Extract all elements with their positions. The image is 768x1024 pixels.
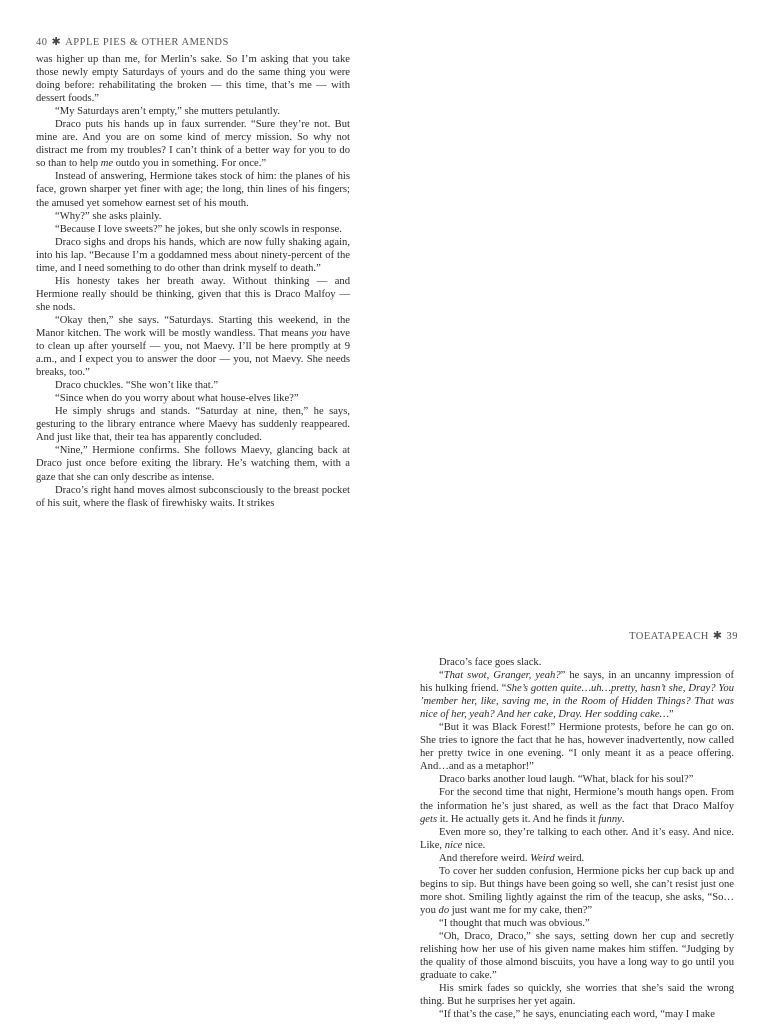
left-page-number: 40 xyxy=(36,37,48,48)
text-run: “Since when do you worry about what house-elves like?” xyxy=(55,393,299,405)
paragraph xyxy=(36,444,350,483)
text-run: “Why?” she asks plainly. xyxy=(55,210,162,222)
right-page-number: 39 xyxy=(726,631,738,642)
paragraph xyxy=(36,236,350,275)
italic-run: Weird xyxy=(530,852,555,864)
right-page-text xyxy=(420,656,734,1021)
paragraph xyxy=(420,656,734,669)
right-author-name: TOEATAPEACH xyxy=(629,631,709,642)
paragraph xyxy=(36,379,350,392)
text-run: nice. xyxy=(462,839,486,851)
paragraph xyxy=(420,982,734,1008)
text-run: Draco puts his hands up in faux surrender. “Sure they’re not. But mine are. And you are on some kind of mercy mission. So why not distract me from my troubles? I can’t think of a better way for you to do so than to help xyxy=(36,119,350,170)
asterisk-ornament-icon: ✱ xyxy=(51,35,62,48)
text-run: Draco’s right hand moves almost subconsciously to the breast pocket of his suit, where the flask of firewhisky waits. It strikes xyxy=(36,484,350,509)
text-run: And therefore weird. xyxy=(439,852,531,864)
paragraph xyxy=(420,865,734,917)
text-run: have to clean up after yourself — you, not Maevy. I’ll be here promptly at 9 a.m., and I expect you to answer the door — you, not Maevy. She needs breaks, too.” xyxy=(36,327,350,379)
paragraph xyxy=(420,721,734,773)
paragraph xyxy=(420,852,734,865)
text-run: “Nine,” Hermione confirms. She follows Maevy, glancing back at Draco just once before exiting the library. He’s watching them, with a gaze that she can only describe as intense. xyxy=(36,445,350,483)
paragraph xyxy=(36,118,350,170)
text-run: ” he says, in an uncanny impression of his hulking friend. “ xyxy=(420,670,735,695)
italic-run: do xyxy=(438,904,450,916)
text-run: weird. xyxy=(554,852,585,864)
text-run: “My Saturdays aren’t empty,” she mutters petulantly. xyxy=(55,106,280,118)
text-run: “Because I love sweets?” he jokes, but she only scowls in response. xyxy=(55,223,342,235)
paragraph xyxy=(36,105,350,118)
paragraph xyxy=(420,669,734,721)
left-book-title: APPLE PIES & OTHER AMENDS xyxy=(65,37,229,48)
text-run: “ xyxy=(439,670,444,682)
text-run: Draco’s face goes slack. xyxy=(439,657,542,668)
text-run: To cover her sudden confusion, Hermione picks her cup back up and begins to sip. But things have been going so well, she can’t resist just one more shot. Smiling lightly against the rim of the teacup, she asks, “So…you xyxy=(420,865,734,916)
paragraph xyxy=(36,275,350,314)
paragraph xyxy=(36,405,350,444)
paragraph xyxy=(420,826,734,852)
paragraph xyxy=(420,786,734,825)
text-run: Draco barks another loud laugh. “What, black for his soul?” xyxy=(439,774,694,786)
italic-run: nice xyxy=(444,839,463,851)
paragraph xyxy=(36,314,350,379)
text-run: was higher up than me, for Merlin’s sake. So I’m asking that you take those newly empty Saturdays of yours and do the same thing you were doing before: rehabilitating the broken — this time, that’s me — with dessert foods.” xyxy=(36,54,350,105)
italic-run: you xyxy=(311,327,327,339)
text-run: Draco chuckles. “She won’t like that.” xyxy=(55,380,219,392)
text-run: “If that’s the case,” he says, enunciating each word, “may I make xyxy=(439,1009,715,1021)
text-run: it. He actually gets it. And he finds it xyxy=(437,813,599,825)
text-run: “Okay then,” she says. “Saturdays. Starting this weekend, in the Manor kitchen. The work will be mostly wandless. That means xyxy=(36,314,350,339)
paragraph xyxy=(420,1008,734,1021)
paragraph xyxy=(36,392,350,405)
text-run: For the second time that night, Hermione’s mouth hangs open. From the information he’s just shared, as well as the fact that Draco Malfoy xyxy=(420,787,734,812)
left-running-head xyxy=(36,35,229,48)
paragraph xyxy=(420,773,734,786)
text-run: “But it was Black Forest!” Hermione protests, before he can go on. She tries to ignore the fact that he has, however inadvertently, now called her pretty twice in one evening. “I only meant it as a peace offering. And…and as a metaphor!” xyxy=(420,722,734,773)
italic-run: She’s gotten quite…uh…pretty, hasn’t she, Dray? You ’member her, like, saving me, in the Room of Hidden Things? That was nice of her, yeah? And her cake, Dray. Her sodding cake… xyxy=(420,683,735,721)
text-run: He simply shrugs and stands. “Saturday at nine, then,” he says, gesturing to the library entrance where Maevy has suddenly reappeared. And just like that, their tea has apparently concluded. xyxy=(36,406,350,444)
text-run: “Oh, Draco, Draco,” she says, setting down her cup and secretly relishing how her use of his given name makes him stiffen. “Judging by the quality of those almond biscuits, you have a long way to go until you graduate to cake.” xyxy=(420,930,734,982)
paragraph xyxy=(420,930,734,982)
text-run: Draco sighs and drops his hands, which are now fully shaking again, into his lap. “Because I’m a goddamned mess about ninety-percent of the time, and I need something to do other than drink myself to death.” xyxy=(36,236,350,274)
paragraph xyxy=(36,53,350,105)
italic-run: That swot, Granger, yeah? xyxy=(443,670,561,682)
italic-run: me xyxy=(100,158,114,170)
text-run: just want me for my cake, then?” xyxy=(449,904,593,916)
text-run: His honesty takes her breath away. Without thinking — and Hermione really should be thinking, given that this is Draco Malfoy — she nods. xyxy=(36,275,350,313)
paragraph xyxy=(420,917,734,930)
text-run: His smirk fades so quickly, she worries that she’s said the wrong thing. But he surprises her yet again. xyxy=(420,983,734,1008)
text-run: “I thought that much was obvious.” xyxy=(439,917,590,929)
asterisk-ornament-icon: ✱ xyxy=(712,629,723,642)
paragraph xyxy=(36,223,350,236)
italic-run: gets xyxy=(420,813,438,825)
text-run: . xyxy=(621,813,625,825)
italic-run: funny xyxy=(598,813,622,825)
paragraph xyxy=(36,170,350,209)
paragraph xyxy=(36,484,350,510)
text-run: Even more so, they’re talking to each other. And it’s easy. And nice. Like, xyxy=(420,826,734,851)
text-run: outdo you in something. For once.” xyxy=(113,158,267,170)
text-run: Instead of answering, Hermione takes stock of him: the planes of his face, grown sharper yet finer with age; the long, thin lines of his fingers; the amused yet somehow earnest set of his mouth. xyxy=(36,171,350,209)
right-running-head xyxy=(629,629,738,642)
text-run: ” xyxy=(669,709,674,721)
left-page-text xyxy=(36,53,350,510)
paragraph xyxy=(36,210,350,223)
